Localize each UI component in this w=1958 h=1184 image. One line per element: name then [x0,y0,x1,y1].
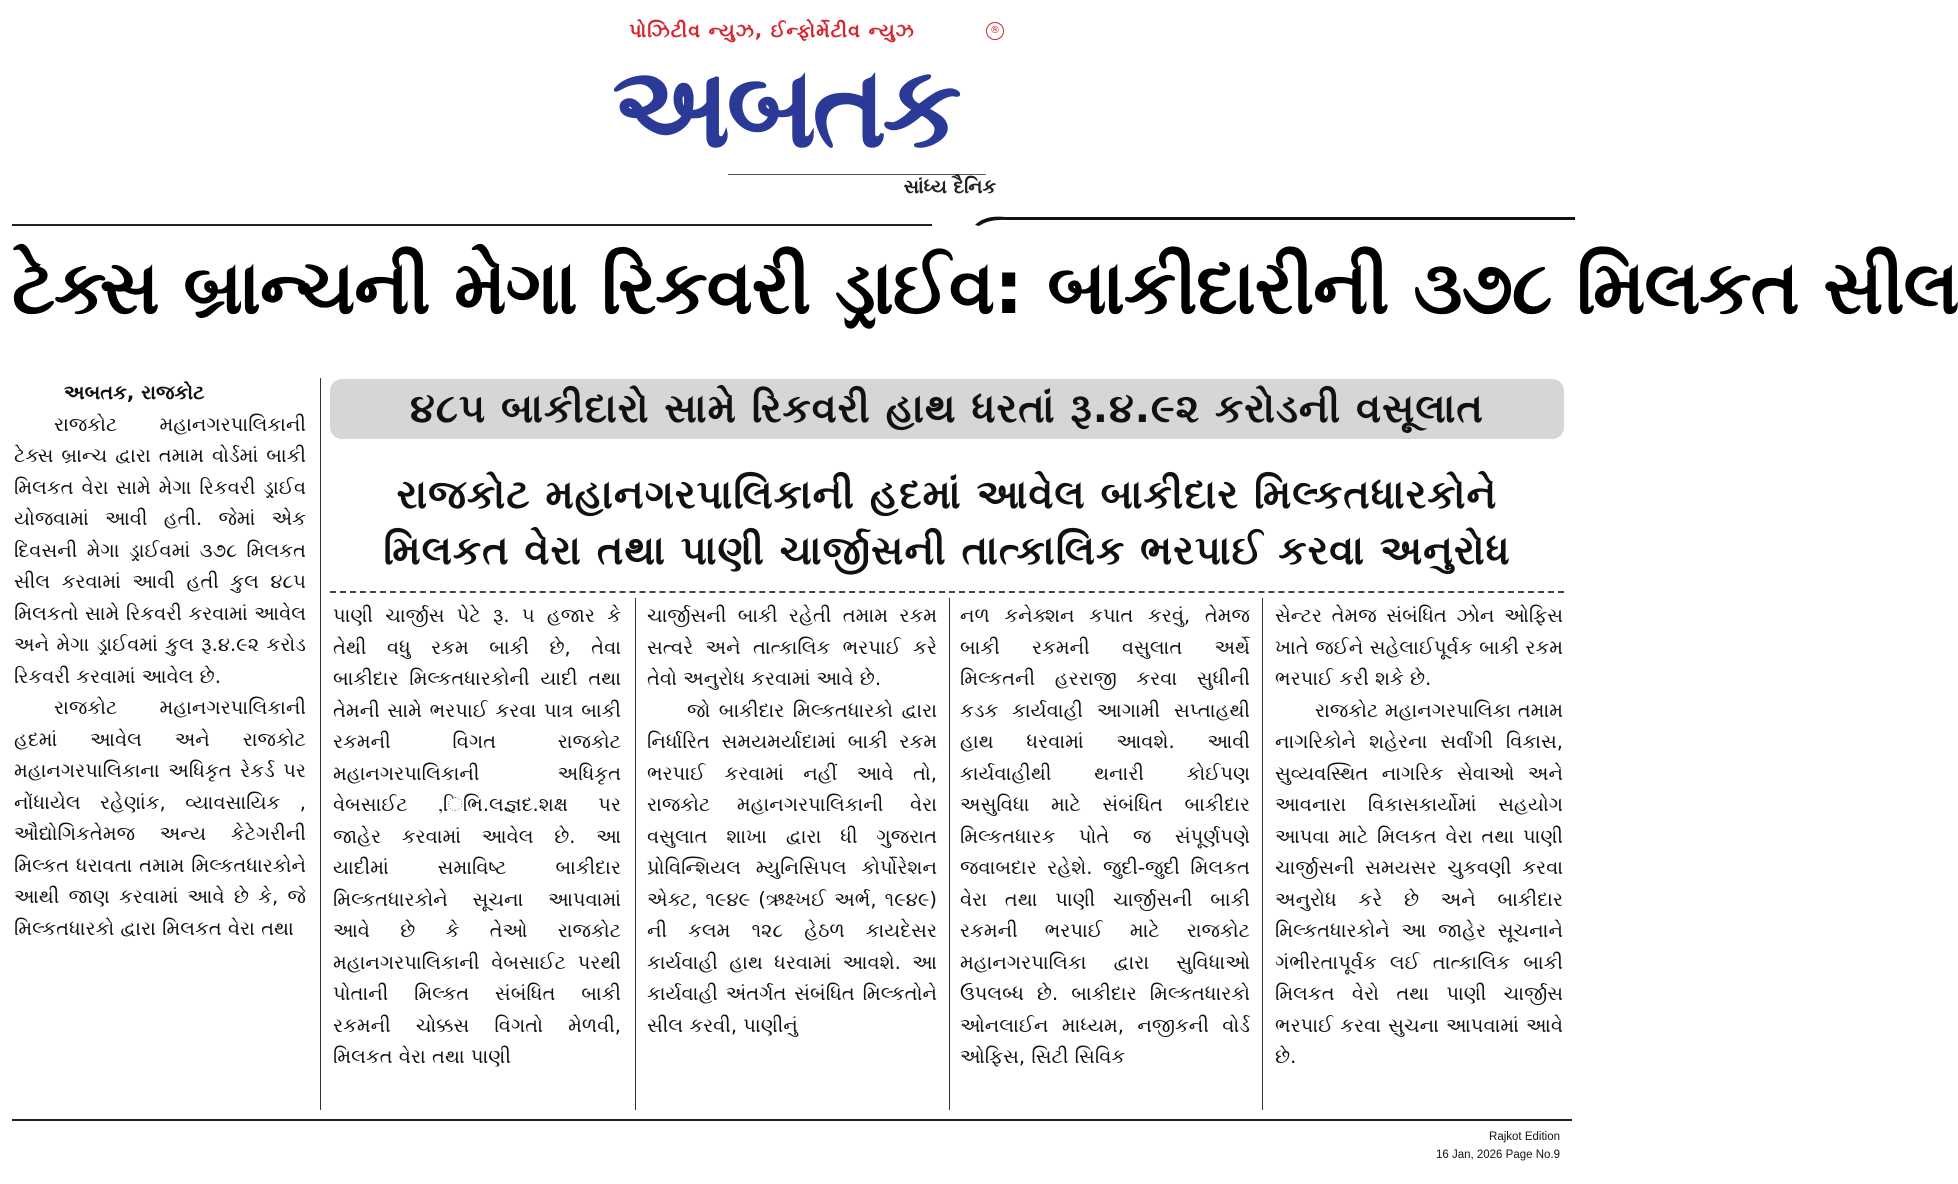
column-divider [1262,598,1263,1110]
masthead-tagline: પોઝિટીવ ન્યુઝ, ઈન્ફોર્મેટીવ ન્યુઝ [629,20,915,42]
article-paragraph: રાજકોટ મહાનગરપાલિકાની ટેક્સ બ્રાન્ચ દ્વારા તમામ વોર્ડમાં બાકી મિલકત વેરા સામે મેગા રિકવરી ડ્રાઈવ યોજવામાં આવી હતી. જેમાં એક દિવસની મેગા ડ્રાઈવમાં ૩૭૮ મિલકત સીલ કરવામાં આવી હતી કુલ ૪૮૫ મિલકતો સામે રિકવરી કરવામાં આવેલ અને મેગા ડ્રાઈવમાં કુલ રૂ.૪.૯૨ કરોડ રિકવરી કરવામાં આવેલ છે. [14,412,306,688]
column-divider [949,598,950,1110]
article-paragraph: સેન્ટર તેમજ સંબંધિત ઝોન ઓફિસ ખાતે જઈને સહેલાઈપૂર્વક બાકી રકમ ભરપાઈ કરી શકે છે. [1275,604,1563,690]
article-paragraph: રાજકોટ મહાનગરપાલિકાની હદમાં આવેલ અને રાજકોટ મહાનગરપાલિકાના અધિકૃત રેકર્ડ પર નોંધાયેલ રહેણાંક, વ્યાવસાયિક , ઔદ્યોગિકતેમજ અન્ય કેટેગરીની મિલ્કત ધરાવતા તમામ મિલ્કતધારકોને આથી જાણ કરવામાં આવે છે કે, જે મિલ્કતધારકો દ્વારા મિલકત વેરા તથા [14,696,306,940]
edition-date-page: 16 Jan, 2026 Page No.9 [1435,1149,1560,1161]
deck-line-2: મિલકત વેરા તથા પાણી ચાર્જીસની તાત્કાલિક ભરપાઈ કરવા અનુરોધ [383,528,1511,574]
article-paragraph: પાણી ચાર્જીસ પેટે રૂ. ૫ હજાર કે તેથી વધુ રકમ બાકી છે, તેવા બાકીદાર મિલ્કતધારકોની યાદી તથા તેમની સામે ભરપાઈ કરવા પાત્ર બાકી રકમની વિગત રાજકોટ મહાનગરપાલિકાની અધિકૃત વેબસાઈટ ,િભિ.લજ્ઞદ.શક્ષ પર જાહેર કરવામાં આવેલ છે. આ યાદીમાં સમાવિષ્ટ બાકીદાર મિલ્કતધારકોને સૂચના આપવામાં આવે છે કે તેઓ રાજકોટ મહાનગરપાલિકાની વેબસાઈટ પરથી પોતાની મિલ્કત સંબંધિત બાકી રકમની ચોક્કસ વિગતો મેળવી, મિલકત વેરા તથા પાણી [333,604,621,1068]
masthead-divider [728,174,986,175]
article-column-2 [333,600,621,1073]
newspaper-logo: અબતક [612,43,958,173]
byline: અબતક, રાજકોટ [64,381,205,404]
column-divider [320,378,321,1110]
article-paragraph: જો બાકીદાર મિલ્કતધારકો દ્વારા નિર્ધારિત સમયમર્યાદામાં બાકી રકમ ભરપાઈ કરવામાં નહીં આવે તો, રાજકોટ મહાનગરપાલિકાની વેરા વસુલાત શાખા દ્વારા ધી ગુજરાત પ્રોવિન્શિયલ મ્યુનિસિપલ કોર્પોરેશન એક્ટ, ૧૯૪૯ (ઋક્ષ્ખઈ અર્ભ, ૧૯૪૯) ની કલમ ૧૨૮ હેઠળ કાયદેસર કાર્યવાહી હાથ ધરવામાં આવશે. આ કાર્યવાહી અંતર્ગત સંબંધિત મિલ્કતોને સીલ કરવી, પાણીનું [647,698,937,1037]
footer-rule [12,1119,1572,1121]
deck-line-1: રાજકોટ મહાનગરપાલિકાની હદમાં આવેલ બાકીદાર મિલ્કતધારકોને [396,472,1498,518]
masthead-subtitle: સાંધ્ય દૈનિક [903,176,996,198]
article-paragraph: રાજકોટ મહાનગરપાલિકા તમામ નાગરિકોને શહેરના સર્વાંગી વિકાસ, સુવ્યવસ્થિત નાગરિક સેવાઓ અને આવનારા વિકાસકાર્યોમાં સહયોગ આપવા માટે મિલકત વેરા તથા પાણી ચાર્જીસની સમયસર ચુકવણી કરવા અનુરોધ કરે છે અને બાકીદાર મિલ્કતધારકોને આ જાહેર સૂચનાને ગંભીરતાપૂર્વક લઈ તાત્કાલિક બાકી મિલકત વેરો તથા પાણી ચાર્જીસ ભરપાઈ કરવા સુચના આપવામાં આવે છે. [1275,698,1563,1068]
article-column-5 [1275,600,1563,1073]
edition-name: Rajkot Edition [1489,1131,1560,1143]
article-paragraph: નળ કનેક્શન કપાત કરવું, તેમજ બાકી રકમની વસુલાત અર્થે મિલ્કતની હરરાજી કરવા સુધીની કડક કાર્યવાહી આગામી સપ્તાહથી હાથ ધરવામાં આવશે. આવી કાર્યવાહીથી થનારી કોઈપણ અસુવિધા માટે સંબંધિત બાકીદાર મિલ્કતધારક પોતે જ સંપૂર્ણપણે જવાબદાર રહેશે. જુદી-જુદી મિલકત વેરા તથા પાણી ચાર્જીસની બાકી રકમની ભરપાઈ માટે રાજકોટ મહાનગરપાલિકા દ્વારા સુવિધાઓ ઉપલબ્ધ છે. બાકીદાર મિલ્કતધારકો ઓનલાઈન માધ્યમ, નજીકની વોર્ડ ઓફિસ, સિટી સિવિક [960,604,1250,1068]
article-paragraph: ચાર્જીસની બાકી રહેતી તમામ રકમ સત્વરે અને તાત્કાલિક ભરપાઈ કરે તેવો અનુરોધ કરવામાં આવે છે. [647,604,937,690]
registered-mark-icon: ® [986,22,1004,40]
article-column-4 [960,600,1250,1073]
headline: ટેક્સ બ્રાન્ચની મેગા રિકવરી ડ્રાઈવ: બાકીદારીની ૩૭૮ મિલકત સીલ [12,245,1958,331]
column-divider [635,598,636,1110]
subhead-banner [330,379,1564,439]
edition-info [1436,1128,1560,1164]
subhead-text: ૪૮૫ બાકીદારો સામે રિકવરી હાથ ધરતાં રૂ.૪.૯૨ કરોડની વસૂલાત [410,386,1484,432]
deck-dashed-divider [330,591,1564,593]
article-column-1 [14,377,306,944]
masthead [560,14,1010,204]
article-column-3 [647,600,937,1041]
header-rule-right [975,212,1575,226]
header-rule-left [12,224,932,226]
